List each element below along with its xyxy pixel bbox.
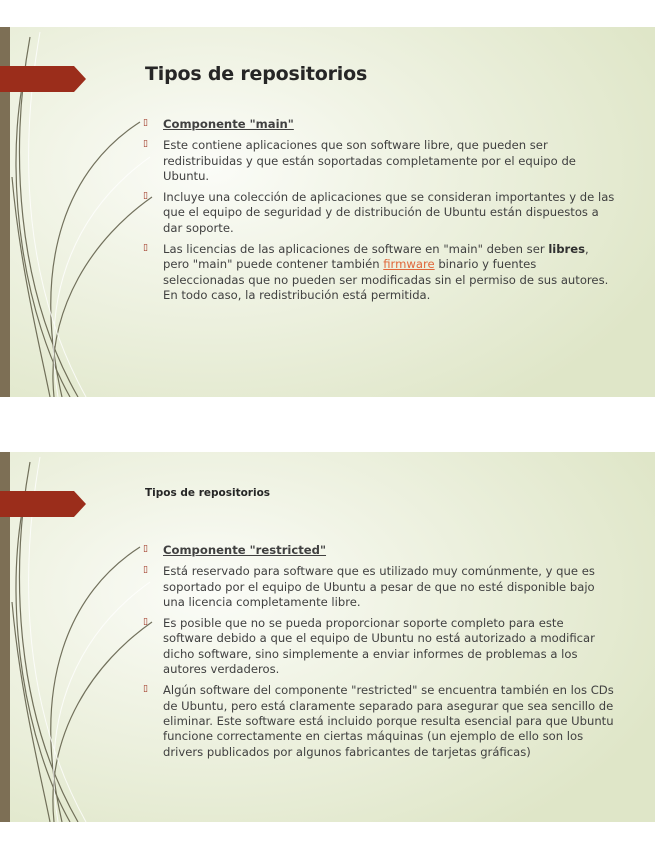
bullet-icon: ▯ bbox=[143, 243, 148, 254]
item-text-part: binario y fuentes seleccionadas que no pueden ser modificadas sin el permiso de sus autores. En todo caso, la redistribución está permitida. bbox=[163, 257, 609, 302]
list-item bbox=[143, 683, 615, 759]
title-ribbon-arrow bbox=[0, 66, 86, 92]
slide-2 bbox=[0, 452, 655, 822]
item-text: Está reservado para software que es utilizado muy comúnmente, y que es soportado por el equipo de Ubuntu a pesar de que no esté disponible bajo una licencia completamente libre. bbox=[163, 564, 595, 609]
bullet-icon: ▯ bbox=[143, 684, 148, 695]
section-heading: Componente "restricted" bbox=[163, 543, 327, 557]
bullet-list bbox=[143, 543, 615, 766]
slide-title: Tipos de repositorios bbox=[145, 487, 271, 499]
list-item bbox=[143, 543, 615, 558]
list-item bbox=[143, 117, 615, 132]
bullet-icon: ▯ bbox=[143, 191, 148, 202]
firmware-link[interactable]: firmware bbox=[383, 257, 435, 272]
section-heading: Componente "main" bbox=[163, 117, 294, 131]
bullet-icon: ▯ bbox=[143, 565, 148, 576]
item-text: Es posible que no se pueda proporcionar soporte completo para este software debido a que el equipo de Ubuntu no está autorizado a modificar dicho software, sino simplemente a enviar informes de problemas a los autores verdaderos. bbox=[163, 616, 595, 677]
list-item bbox=[143, 616, 615, 677]
slide-1 bbox=[0, 27, 655, 397]
item-text-part: Las licencias de las aplicaciones de software en "main" deben ser bbox=[163, 242, 549, 257]
bullet-icon: ▯ bbox=[143, 139, 148, 150]
list-item bbox=[143, 138, 615, 184]
list-item bbox=[143, 564, 615, 610]
bullet-icon: ▯ bbox=[143, 617, 148, 628]
item-text: Algún software del componente "restricted" se encuentra también en los CDs de Ubuntu, pero está claramente separado para asegurar que sea sencillo de eliminar. Este software está incluido porque resulta esencial para que Ubuntu funcione correctamente en ciertas máquinas (un ejemplo de ello son los drivers publicados por algunos fabricantes de tarjetas gráficas) bbox=[163, 683, 614, 759]
item-text-part: , pero "main" puede contener también bbox=[163, 242, 589, 272]
slide-title: Tipos de repositorios bbox=[145, 63, 368, 85]
bullet-icon: ▯ bbox=[143, 544, 148, 554]
item-text: Incluye una colección de aplicaciones que se consideran importantes y de las que el equipo de seguridad y de distribución de Ubuntu están dispuestos a dar soporte. bbox=[163, 190, 615, 235]
list-item bbox=[143, 190, 615, 236]
bold-term: libres bbox=[548, 242, 586, 257]
list-item bbox=[143, 242, 615, 303]
bullet-icon: ▯ bbox=[143, 118, 148, 128]
item-text: Este contiene aplicaciones que son software libre, que pueden ser redistribuidas y que están soportadas completamente por el equipo de Ubuntu. bbox=[163, 138, 576, 183]
title-ribbon-arrow bbox=[0, 491, 86, 517]
bullet-list bbox=[143, 117, 615, 309]
